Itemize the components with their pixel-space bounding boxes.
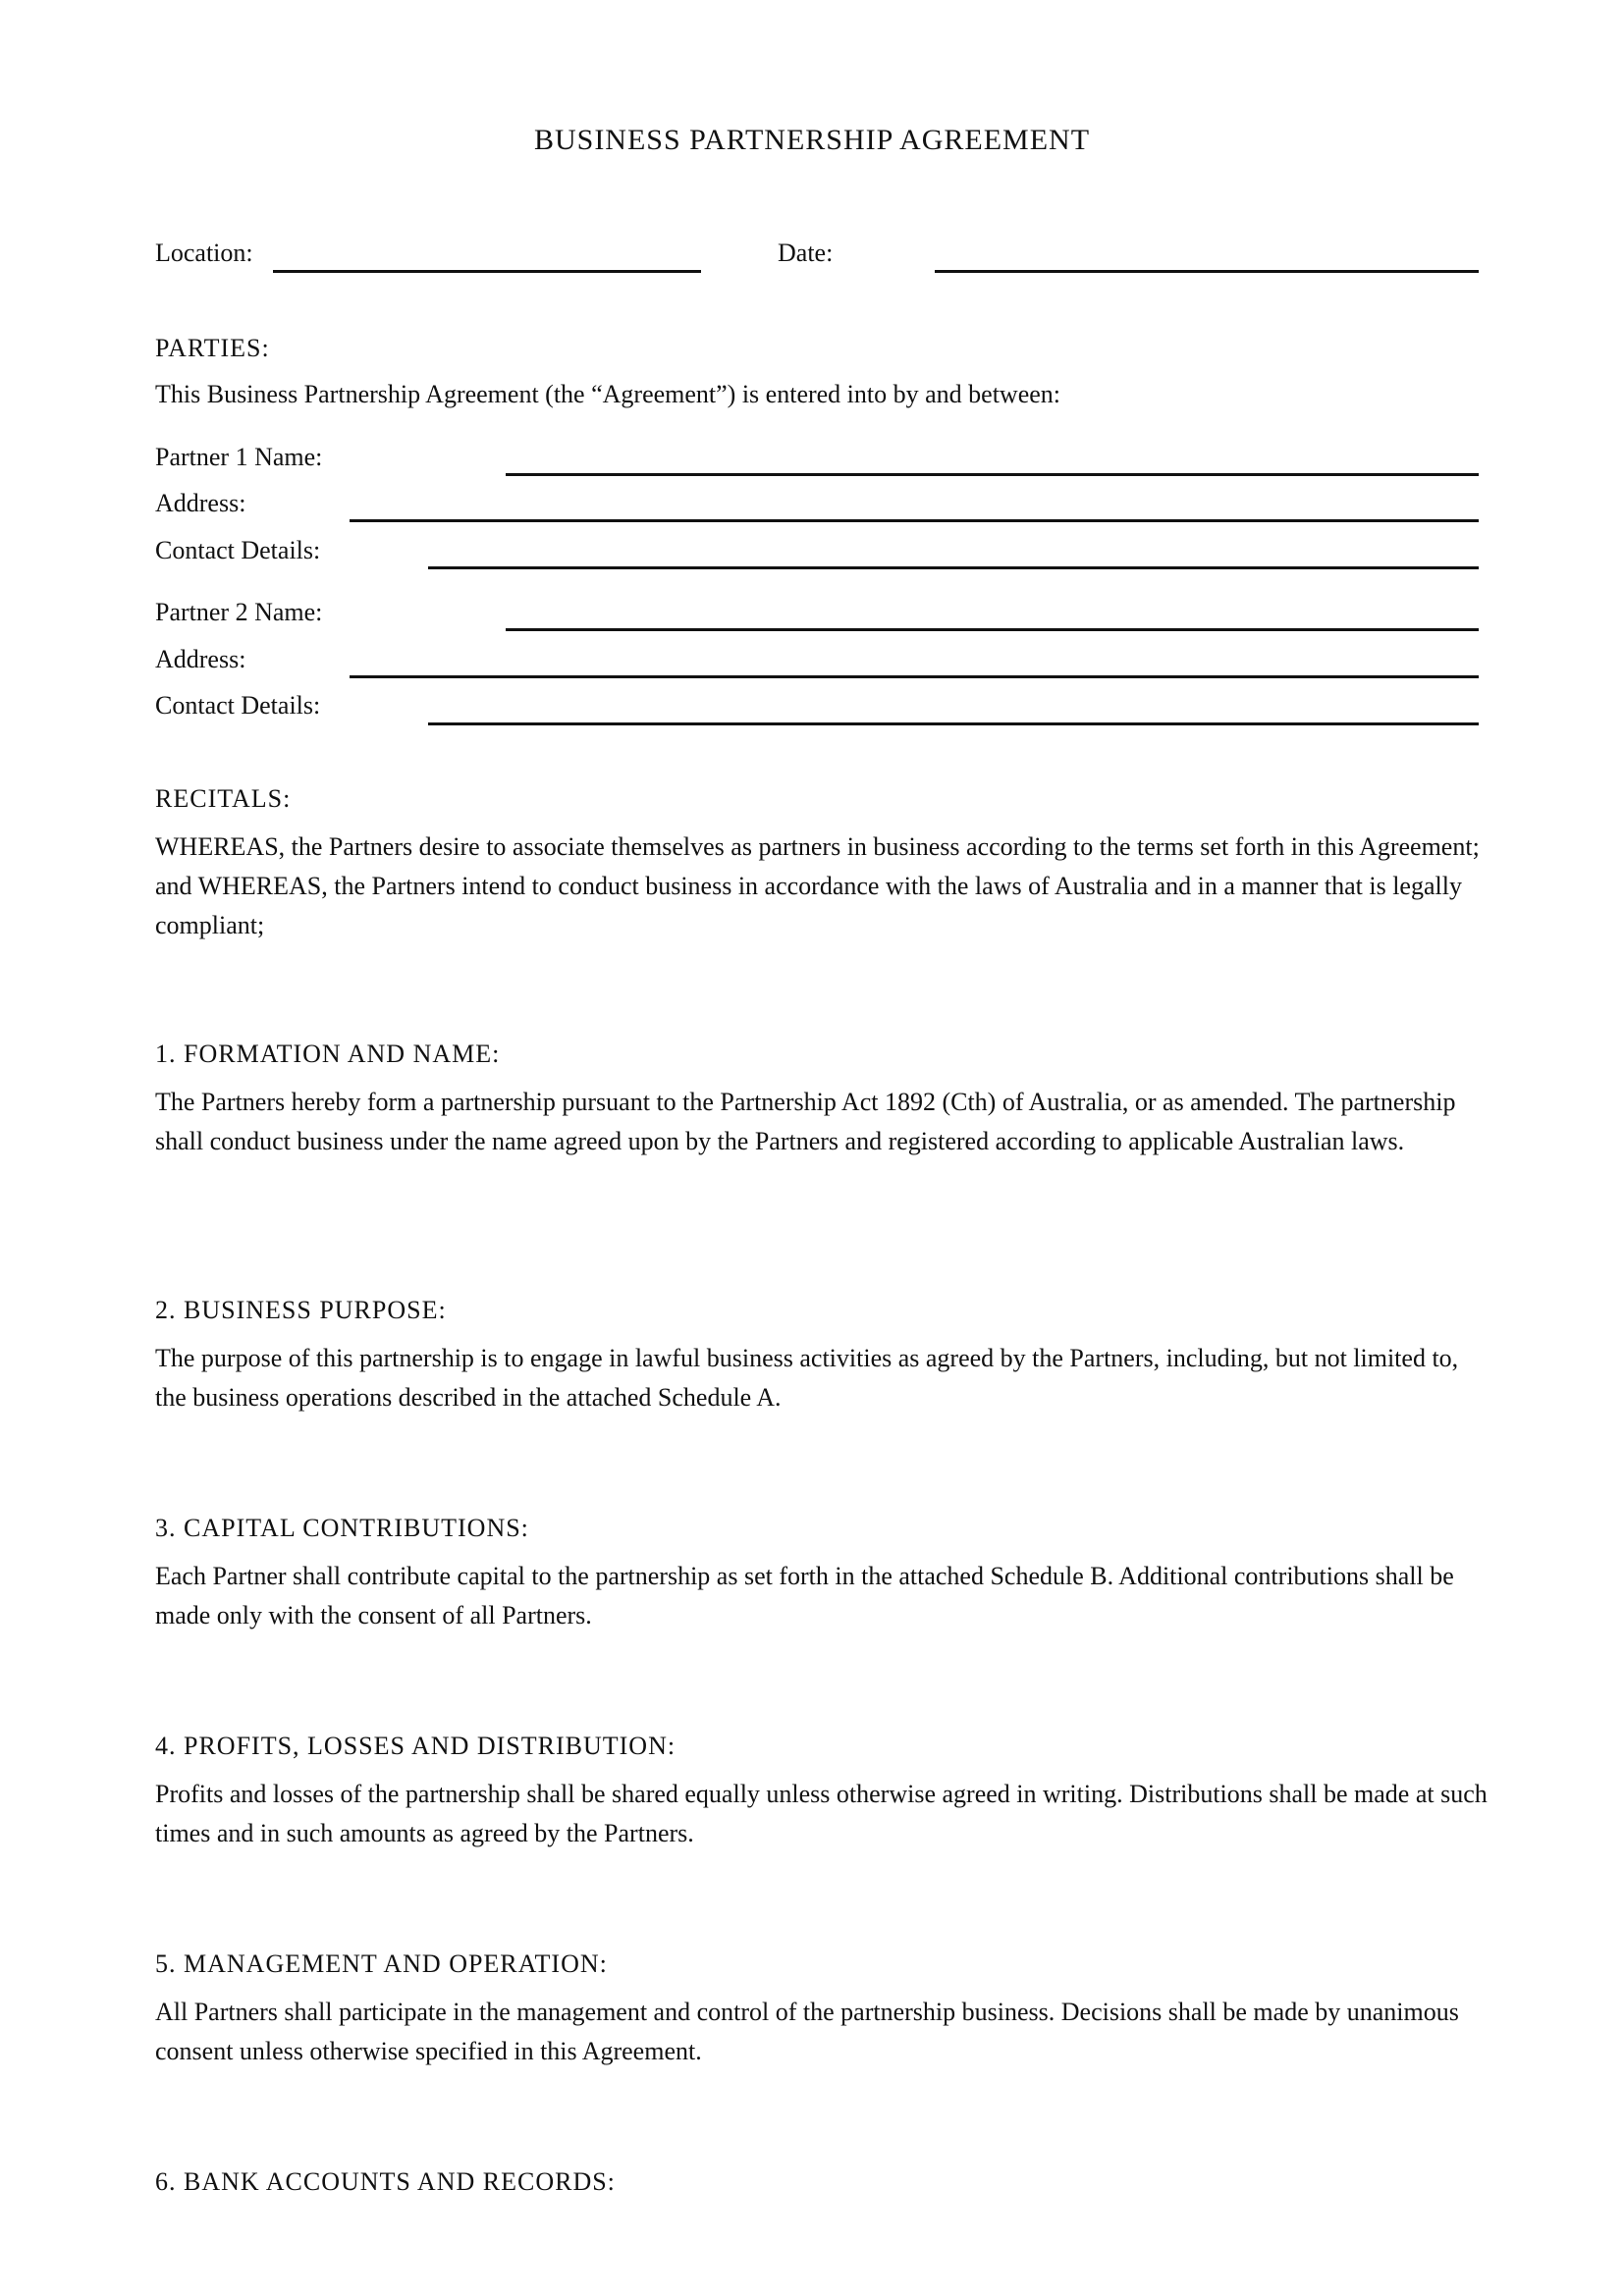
section-5-heading: 5. MANAGEMENT AND OPERATION:: [155, 1949, 608, 1978]
partner1-address-field-line[interactable]: [350, 519, 1479, 522]
partner2-name-label: Partner 2 Name:: [155, 598, 323, 626]
date-field-line[interactable]: [935, 270, 1479, 273]
section-1-body: The Partners hereby form a partnership pursuant to the Partnership Act 1892 (Cth) of Australia, or as amended. The partnership shall conduct business under the name agreed upon by the Partners and registered according to applicable Australian laws.: [155, 1088, 1456, 1155]
section-4-body: Profits and losses of the partnership shall be shared equally unless otherwise agreed in writing. Distributions shall be made at such times and in such amounts as agreed by the Partners.: [155, 1780, 1488, 1847]
parties-heading: PARTIES:: [155, 334, 270, 362]
parties-intro: This Business Partnership Agreement (the “Agreement”) is entered into by and between:: [155, 380, 1061, 408]
location-label: Location:: [155, 239, 253, 267]
section-5-body: All Partners shall participate in the management and control of the partnership business. Decisions shall be made by unanimous consent unless otherwise specified in this Agreement.: [155, 1998, 1459, 2065]
partner1-name-label: Partner 1 Name:: [155, 443, 323, 471]
document-title: BUSINESS PARTNERSHIP AGREEMENT: [533, 124, 1091, 156]
partner2-address-field-line[interactable]: [350, 675, 1479, 678]
partner2-address-label: Address:: [155, 645, 246, 673]
partner1-name-field-line[interactable]: [506, 473, 1479, 476]
recitals-heading: RECITALS:: [155, 784, 292, 813]
section-2-heading: 2. BUSINESS PURPOSE:: [155, 1296, 447, 1324]
partner2-contact-label: Contact Details:: [155, 691, 321, 720]
location-field-line[interactable]: [273, 270, 701, 273]
recitals-body: WHEREAS, the Partners desire to associate themselves as partners in business according to the terms set forth in this Agreement; and WHEREAS, the Partners intend to conduct business in accordance with the laws of Australia and in a manner that is legally compliant;: [155, 832, 1480, 939]
partner2-name-field-line[interactable]: [506, 628, 1479, 631]
section-2-body: The purpose of this partnership is to engage in lawful business activities as agreed by the Partners, including, but not limited to, the business operations described in the attached Schedule A.: [155, 1344, 1459, 1412]
partner2-contact-field-line[interactable]: [428, 722, 1479, 725]
date-label: Date:: [778, 239, 834, 267]
section-4-heading: 4. PROFITS, LOSSES AND DISTRIBUTION:: [155, 1732, 677, 1760]
partner1-contact-field-line[interactable]: [428, 566, 1479, 569]
section-6-heading: 6. BANK ACCOUNTS AND RECORDS:: [155, 2167, 616, 2196]
section-3-heading: 3. CAPITAL CONTRIBUTIONS:: [155, 1514, 529, 1542]
section-1-heading: 1. FORMATION AND NAME:: [155, 1040, 501, 1068]
partner1-address-label: Address:: [155, 489, 246, 517]
section-3-body: Each Partner shall contribute capital to the partnership as set forth in the attached Schedule B. Additional contributions shall be made only with the consent of all Partners.: [155, 1562, 1454, 1629]
partner1-contact-label: Contact Details:: [155, 536, 321, 564]
